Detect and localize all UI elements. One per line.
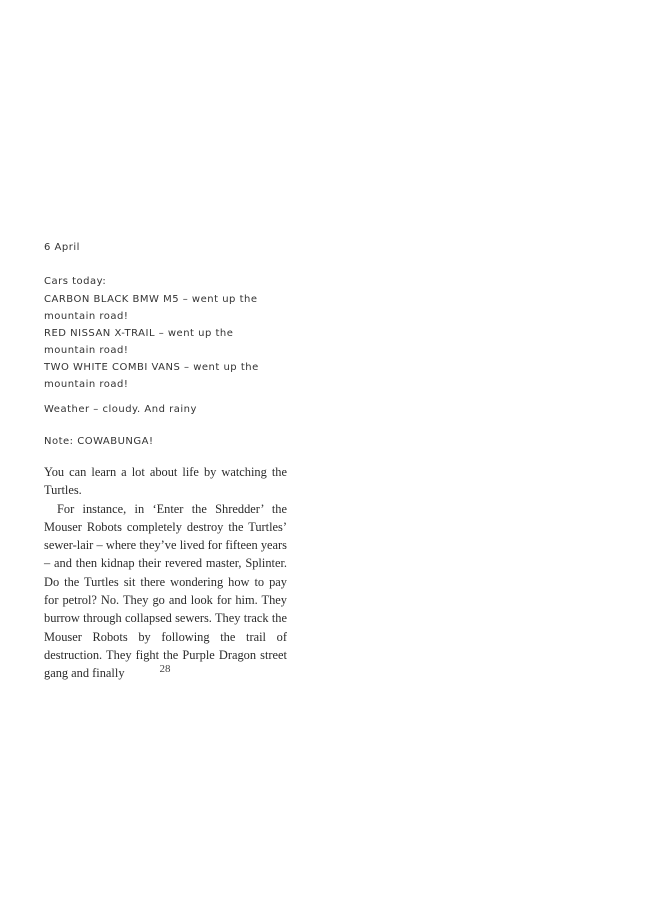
left-page-text [44, 463, 287, 683]
cars-line: mountain road! [44, 379, 129, 390]
cars-line: mountain road! [44, 345, 129, 356]
cars-line: TWO WHITE COMBI VANS – went up the [44, 362, 259, 373]
cars-heading: Cars today: [44, 276, 107, 287]
cars-line: RED NISSAN X-TRAIL – went up the [44, 328, 234, 339]
right-page [330, 0, 660, 900]
cars-list [44, 291, 259, 393]
diary-note: Note: COWABUNGA! [44, 436, 154, 447]
page-number-left: 28 [159, 663, 171, 675]
cars-line: CARBON BLACK BMW M5 – went up the [44, 294, 258, 305]
paragraph: You can learn a lot about life by watching the Turtles. [44, 465, 287, 498]
cars-line: mountain road! [44, 311, 129, 322]
diary-date: 6 April [44, 242, 80, 253]
paragraph: For instance, in ‘Enter the Shredder’ the Mouser Robots completely destroy the Turtles’ sewer-lair – where they’ve lived for fifteen years – and then kidnap their revered master, Splinter. Do the Turtles sit there wondering how to pay for petrol? No. They go and look for him. They burrow through collapsed sewers. They track the Mouser Robots by following the trail of destruction. They fight the Purple Dragon street gang and finally [44, 501, 287, 681]
weather-note: Weather – cloudy. And rainy [44, 404, 197, 415]
